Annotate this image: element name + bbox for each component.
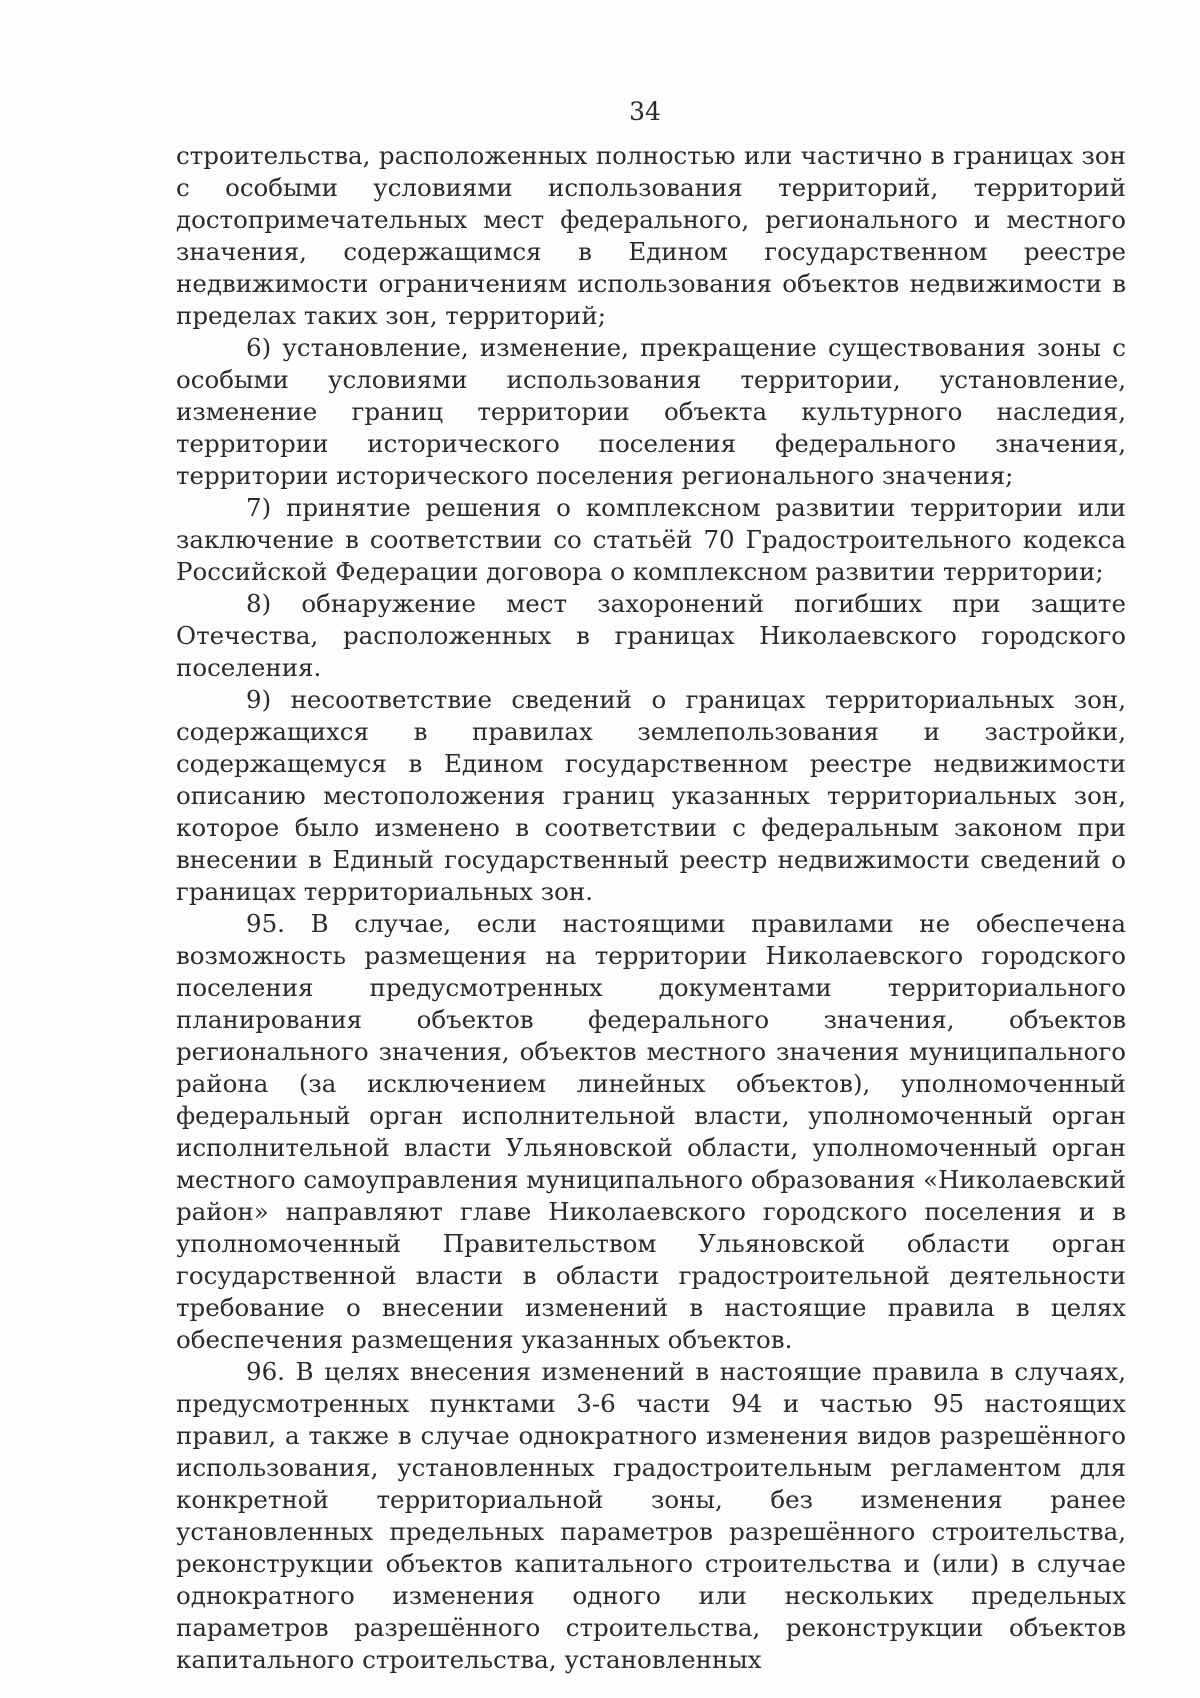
paragraph-item-7: 7) принятие решения о комплексном развитии территории или заключение в соответствии со статьёй 70 Градостроительного кодекса Российской Федерации договора о комплексном развитии территории; — [176, 493, 1126, 586]
paragraph-section-95: 95. В случае, если настоящими правилами не обеспечена возможность размещения на территории Николаевского городского поселения предусмотренных документами территориального планирования объектов федерального значения, объектов регионального значения, объектов местного значения муниципального района (за исключением линейных объектов), уполномоченный федеральный орган исполнительной власти, уполномоченный орган исполнительной власти Ульяновской области, уполномоченный орган местного самоуправления муниципального образования «Николаевский район» направляют главе Николаевского городского поселения и в уполномоченный Правительством Ульяновской области орган государственной власти в области градостроительной деятельности требование о внесении изменений в настоящие правила в целях обеспечения размещения указанных объектов. — [176, 909, 1126, 1354]
paragraph-continuation: строительства, расположенных полностью или частично в границах зон с особыми условиями использования территорий, территорий достопримечательных мест федерального, регионального и местного значения, содержащимся в Едином государственном реестре недвижимости ограничениям использования объектов недвижимости в пределах таких зон, территорий; — [176, 141, 1126, 330]
paragraph-item-9: 9) несоответствие сведений о границах территориальных зон, содержащихся в правилах землепользования и застройки, содержащемуся в Едином государственном реестре недвижимости описанию местоположения границ указанных территориальных зон, которое было изменено в соответствии с федеральным законом при внесении в Единый государственный реестр недвижимости сведений о границах территориальных зон. — [176, 685, 1126, 906]
paragraph-section-96: 96. В целях внесения изменений в настоящие правила в случаях, предусмотренных пунктами 3-6 части 94 и частью 95 настоящих правил, а также в случае однократного изменения видов разрешённого использования, установленных градостроительным регламентом для конкретной территориальной зоны, без изменения ранее установленных предельных параметров разрешённого строительства, реконструкции объектов капитального строительства и (или) в случае однократного изменения одного или нескольких предельных параметров разрешённого строительства, реконструкции объектов капитального строительства, установленных — [176, 1357, 1126, 1674]
paragraph-item-6: 6) установление, изменение, прекращение существования зоны с особыми условиями использования территории, установление, изменение границ территории объекта культурного наследия, территории исторического поселения федерального значения, территории исторического поселения регионального значения; — [176, 333, 1126, 490]
paragraph-item-8: 8) обнаружение мест захоронений погибших при защите Отечества, расположенных в границах Николаевского городского поселения. — [176, 589, 1126, 682]
page-number: 34 — [629, 97, 661, 126]
document-body — [176, 140, 1126, 1676]
